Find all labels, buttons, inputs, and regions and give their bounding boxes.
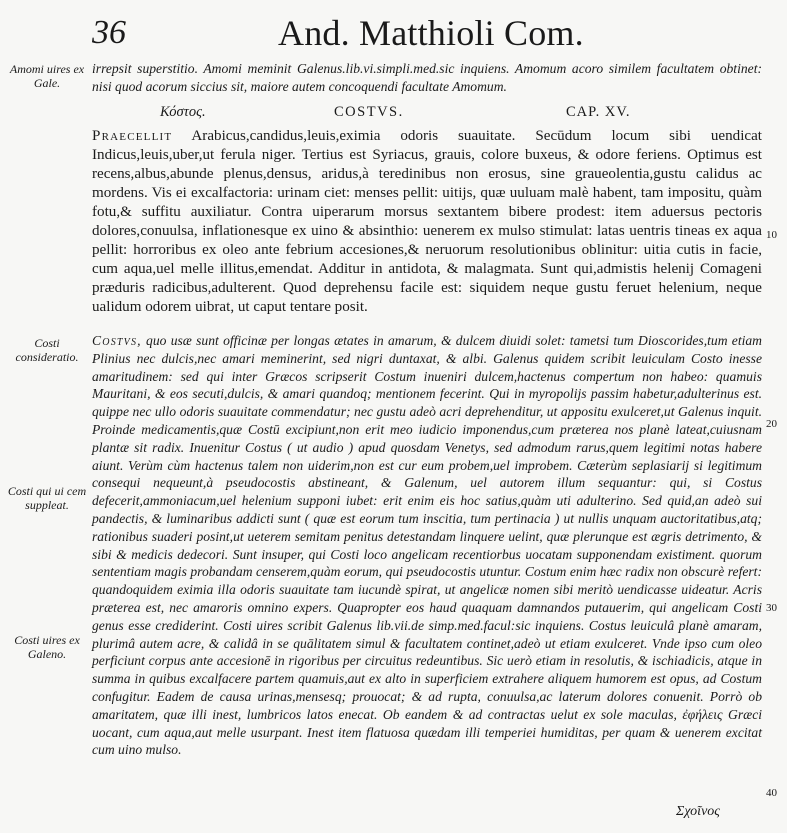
commentary-opening-word: Costvs, [92,333,142,348]
margin-note-costi-uires: Costi uires ex Galeno. [14,633,80,661]
chapter-greek-title: Κόστος. [160,104,206,120]
line-number-20: 20 [766,418,777,430]
intro-paragraph [92,60,762,98]
running-title: And. Matthioli Com. [278,13,584,53]
catchword: Σχοῖνος [676,804,720,819]
chapter-title: COSTVS. [334,104,404,120]
intro-text: irrepsit superstitio. Amomi meminit Galenus.lib.vi.simpli.med.sic inquiens. Amomum acoro similem facultatem obtinet: nisi quod acorum siccius sit, maiore autem concoquendi facultate Amomum. [92,61,762,94]
dioscorides-text: Arabicus,candidus,leuis,eximia odoris suauitate. Secūdum locum sibi uendicat Indicus,leuis,uber,ut ferula niger. Tertius est Syriacus, grauis, colore buxeus, & odore feriens. Optimus est recens,albus,abunde plenus,densus, aridus,à teredinibus non erosus, sine graueolentia,gustu calidus ac mordens. Vis ei excalfactoria: urinam ciet: menses pellit: uitijs, quæ uuluam malè habent, tam impositu, quàm fotu,& suffitu auxiliatur. Contra uiperarum morsus sextantem bibere prodest: item aduersus pectoris dolores,conuulsa, inflationesque ex uino & absinthio: uenerem ex mulso stimulat: latas uentris tineas ex aqua pellit: horroribus ex oleo ante febrium accesiones,& neruorum resolutionibus oblinitur: uitia cutis in facie, cum aqua,uel melle illitus,emendat. Additur in antidota, & malagmata. Sunt qui,admistis helenij Comageni præduris radicibus,adulterent. Quod deprehensu facile est: siquidem neque gustu feruet helenium, neque ualidum odorem uibrat, ut caput tentare posit. [92,128,762,315]
margin-note-costi-consideratio: Costi consideratio. [15,336,79,364]
margin-note-amomi: Amomi uires ex Gale. [9,62,85,90]
line-number-30: 30 [766,602,777,614]
line-number-10: 10 [766,229,777,241]
page-number: 36 [92,14,126,51]
commentary-paragraph [92,332,762,792]
margin-note-costi-suppleant: Costi qui ui cem suppleat. [7,484,87,512]
line-number-40: 40 [766,787,777,799]
dioscorides-paragraph [92,127,762,334]
chapter-heading [92,104,762,124]
chapter-number: CAP. XV. [566,104,631,120]
commentary-text: quo usæ sunt officinæ per longas ætates in amarum, & dulcem diuidi solet: tametsi tum Dioscorides,tum etiam Plinius nec dulcis,nec amari meminerint, sed nigri duntaxat, & albi. Galenus quidem scribit leuiculam Costo inesse amaritudinem: sed qui inter Græcos scripserit Costum inueniri dulcem,hactenus compertum non habeo: quamuis Mauritani, & eos secuti,dulcis, & amari quandoq; mentionem fecerint. Qui in myropolijs passim habetur,adulterinus est. quippe nec ullo odoris suauitate commendatur; nec gustu adeò acri deprehenditur, ut appositu exulceret,ut Galenus inquit. Proinde medicamentis,quæ Costū excipiunt,non erit meo iudicio imponendus,cum præterea nos planè lateat,cuiusnam plantæ sit radix. Inuenitur Costus ( ut audio ) apud quosdam Venetys, sed admodum rarus,quem legitimi notas habere aiunt. Verùm cùm hactenus talem non uiderim,non est cur eum probem,uel improbem. Cæterùm seplasiarij si legitimum consequi nequeunt,à pseudocostis abstineant, & Galenum, uel autorem illum sequantur: qui, si Costus defecerit,ammoniacum,uel helenium supponi iubet: erit enim eis hoc satius,quàm uti adulterino. Sed quid,an adeò sui pandectis, & luminaribus addicti sunt ( quæ est eorum tum inscitia, tum pertinacia ) ut nullis unquam auctoritatibus,atq; rationibus suaderi posint,ut ueterem semitam penitus detestandam linquere uelint, quæ plerunque est ægris detrimento, & sibi & medicis dedecori. Sunt insuper, qui Costi loco angelicam recentiorbus uocatam supponendam existiment. quorum sententiam magis probandam censerem,quàm eorum, qui pseudocostis utuntur. Costum enim hæc radix non obscurè refert: quandoquidem eximia illa odoris suauitate tam iucundè spirat, ut angelicæ nomen sibi meritò uendicasse uideatur. Acris præterea est, nec amaroris omnino expers. Quapropter eos haud quaquam damnandos putauerim, qui angelicam Costi genus esse crediderint. Costi uires scribit Galenus lib.vii.de simp.med.facul:sic inquiens. Costus leuiculâ planè amaram, plurimâ autem acre, & calidâ in se quālitatem simul & facultatem continet,adeò ut etiam exulceret. Vnde ipso cum oleo perficiunt corpus ante accesionē in rigoribus per circuitus redeuntibus. Sic uerò etiam in resolutis, & ischiadicis, atque in summa in quibus excalfacere partem quamuis,aut ex alto in superficiem extrahere aliquem humorem est opus, ad Costum confugitur. Eadem de causa urinas,mensesq; prouocat; & ad rupta, conuulsa,ac laterum dolores conuenit. Porrò ob amaritatem, quæ illi inest, lumbricos latos enecat. Ob eandem & ad contractas uelut ex sole maculas, ἐφήλεις Græci uocant, cum aqua,aut melle usurpant. Inest item flatuosa quædam illi temperiei humiditas, per quam & uenerem excitat cum uino mulso. [92,333,762,758]
dioscorides-opening-word: Praecellit [92,128,173,144]
